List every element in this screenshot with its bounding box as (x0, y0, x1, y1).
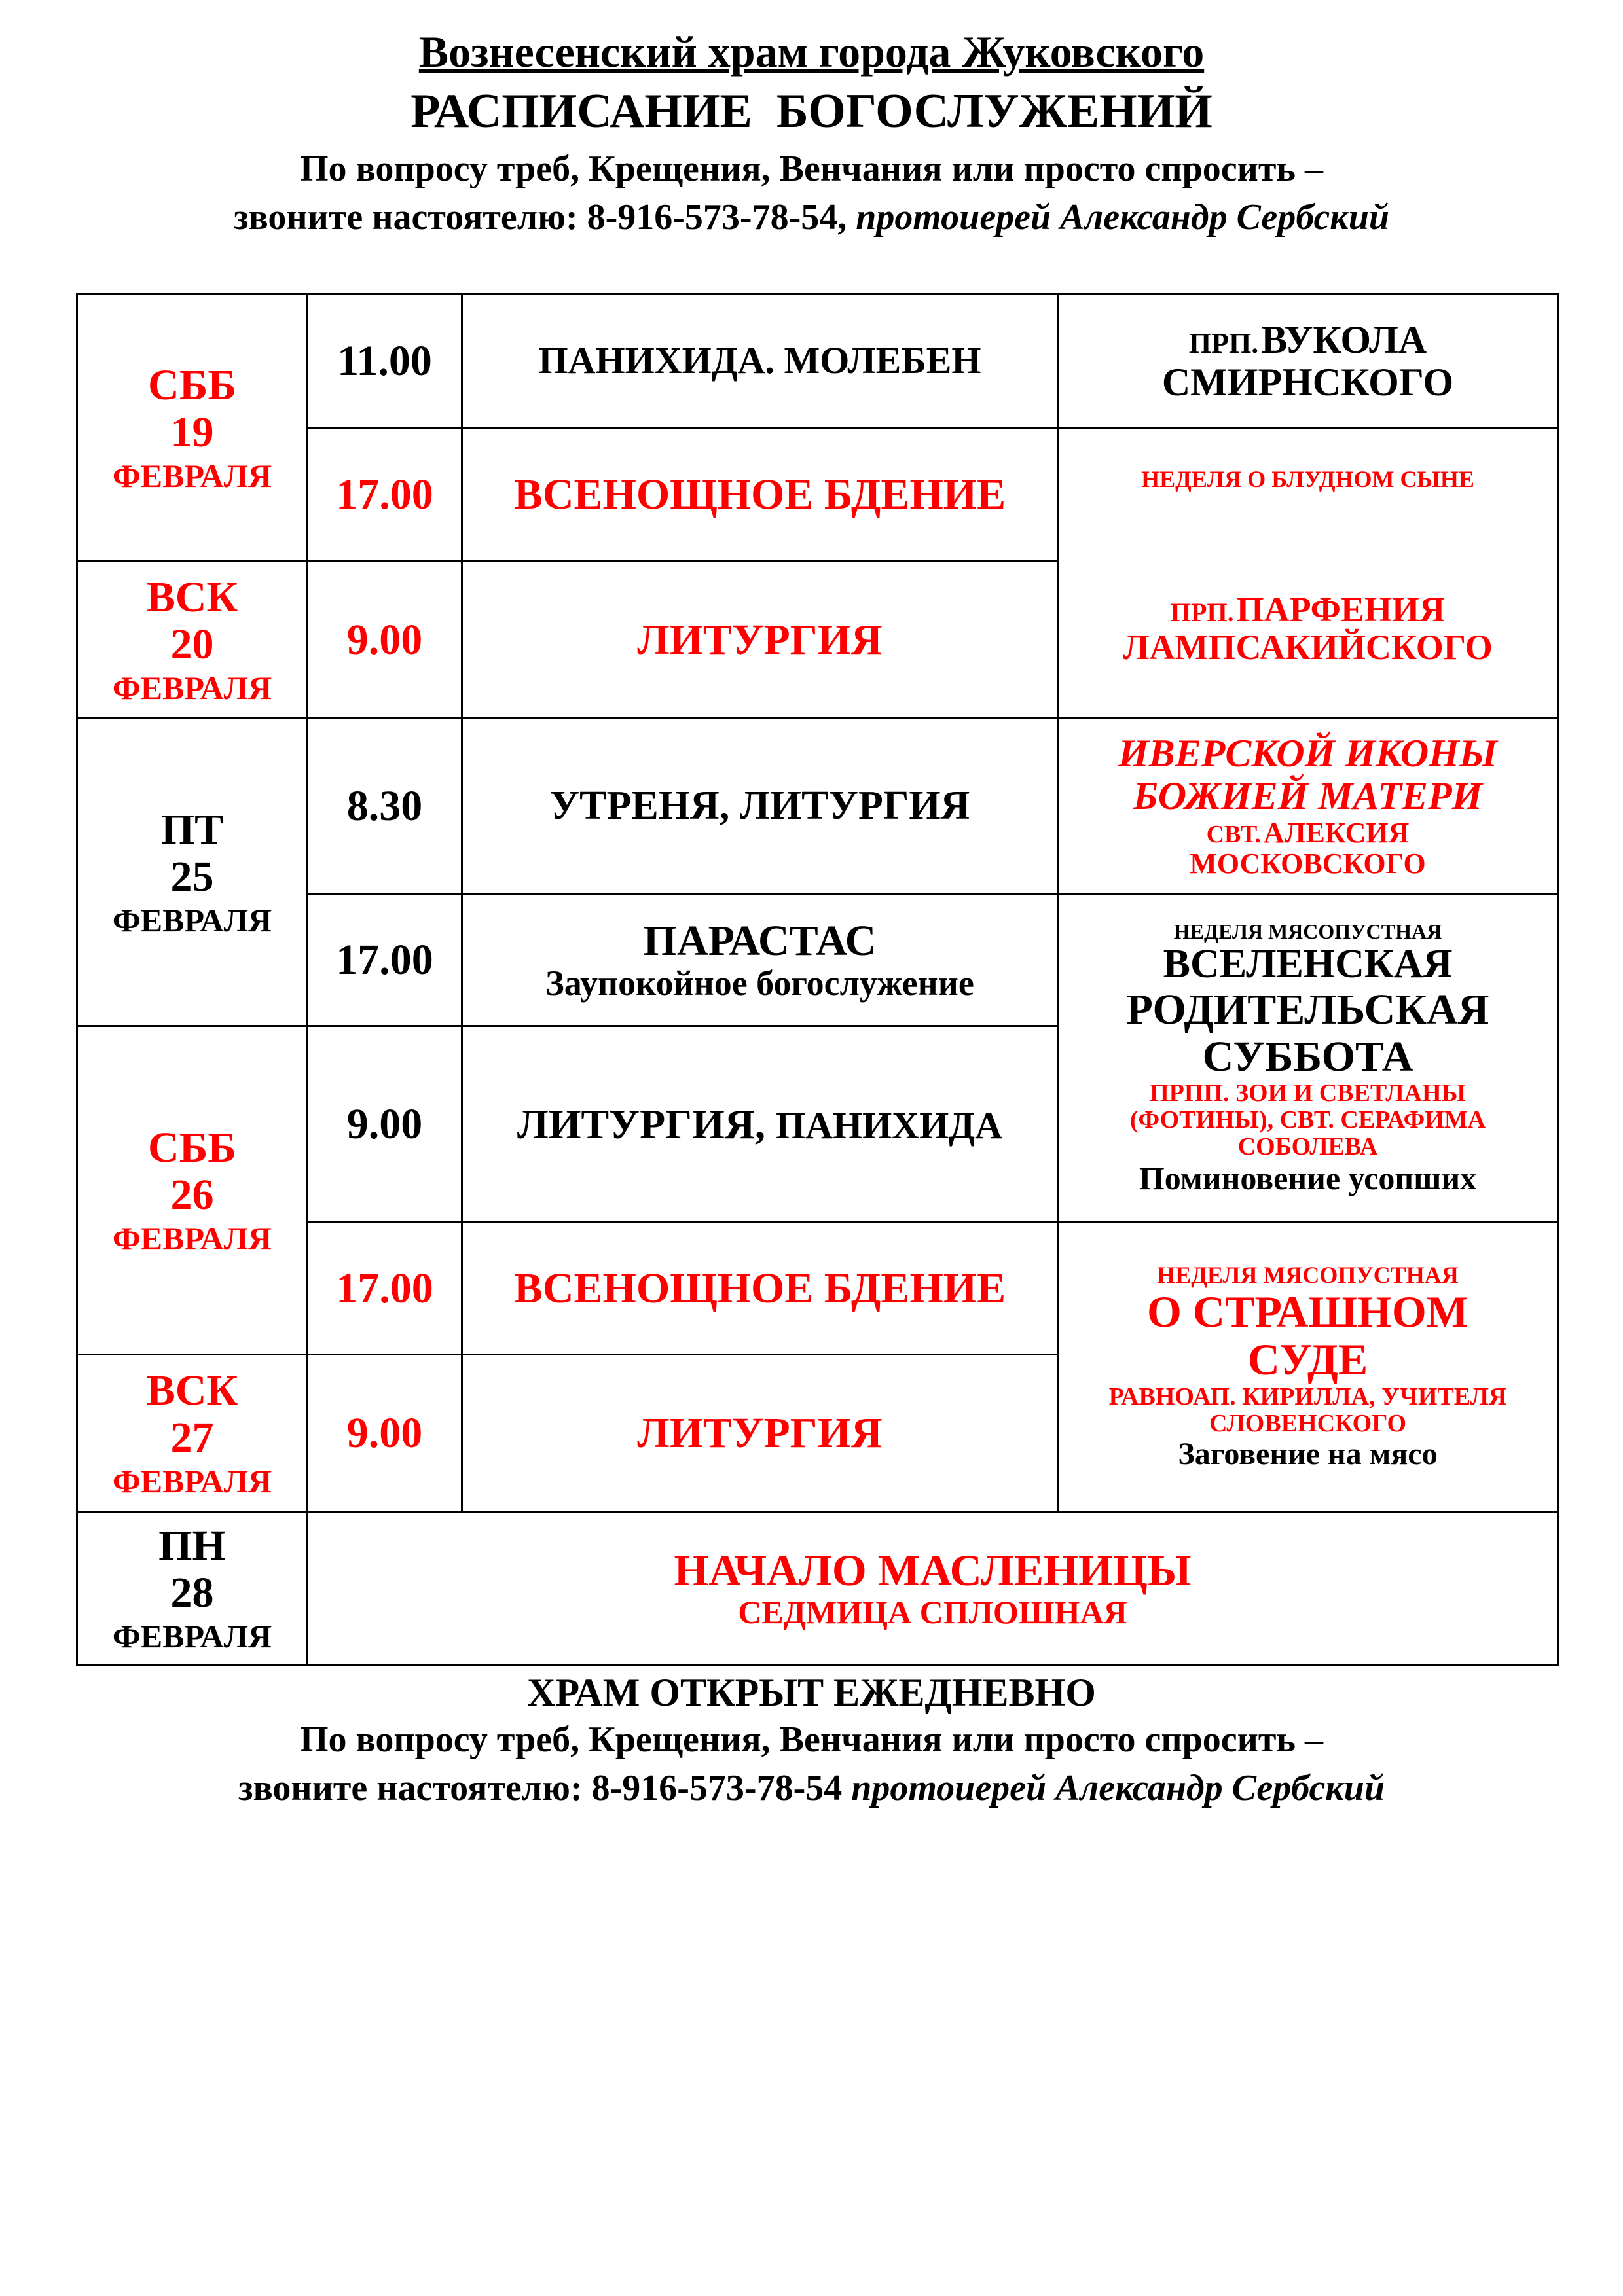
saint-prefix: ПРП. (1170, 597, 1234, 627)
service-name (462, 1026, 1058, 1223)
day-date: 28 (170, 1568, 214, 1617)
day-cell (77, 1355, 308, 1512)
service-time: 9.00 (308, 1355, 462, 1512)
service-part-a: ЛИТУРГИЯ, (517, 1100, 776, 1147)
commemoration: Поминовение усопших (1139, 1160, 1477, 1197)
day-of-week: ПТ (160, 806, 224, 854)
event-cell (308, 1512, 1558, 1665)
church-open-notice: ХРАМ ОТКРЫТ ЕЖЕДНЕВНО (527, 1671, 1096, 1714)
service-name: ЛИТУРГИЯ (462, 562, 1058, 719)
feast-title-3: СУББОТА (1202, 1032, 1413, 1081)
saint-prefix: ПРП. (1188, 327, 1259, 359)
saint-prefix: СВТ. (1206, 820, 1261, 848)
saints-line-2: (ФОТИНЫ), СВТ. СЕРАФИМА (1129, 1106, 1486, 1134)
feast-title-2: РОДИТЕЛЬСКАЯ (1126, 986, 1489, 1034)
contact-line-2 (0, 196, 1623, 238)
saint-name: ПАРФЕНИЯ (1236, 589, 1446, 629)
page-title: РАСПИСАНИЕ БОГОСЛУЖЕНИЙ (410, 84, 1213, 138)
service-time: 9.00 (308, 1026, 462, 1223)
day-month: ФЕВРАЛЯ (112, 1219, 272, 1257)
service-part-b: ПАНИХИДА (775, 1103, 1002, 1147)
day-date: 25 (170, 852, 214, 901)
service-time: 17.00 (308, 1223, 462, 1355)
day-of-week: СББ (148, 1124, 236, 1172)
service-name: ВСЕНОЩНОЕ БДЕНИЕ (462, 1223, 1058, 1355)
day-month: ФЕВРАЛЯ (112, 669, 272, 706)
saint-name: ВУКОЛА (1261, 317, 1427, 361)
service-name: ВСЕНОЩНОЕ БДЕНИЕ (462, 428, 1058, 562)
day-cell (77, 1026, 308, 1355)
week-note: НЕДЕЛЯ МЯСОПУСТНАЯ (1157, 1261, 1459, 1288)
day-of-week: ВСК (146, 1367, 238, 1415)
day-date: 19 (170, 408, 214, 456)
week-note: НЕДЕЛЯ О БЛУДНОМ СЫНЕ (1141, 466, 1474, 492)
service-time: 9.00 (308, 562, 462, 719)
service-name (462, 894, 1058, 1026)
feast-title: ВСЕЛЕНСКАЯ (1163, 942, 1453, 987)
table-row (77, 719, 1558, 894)
day-month: ФЕВРАЛЯ (112, 901, 272, 939)
service-name: ПАНИХИДА. МОЛЕБЕН (462, 295, 1058, 428)
saints-line-2: СЛОВЕНСКОГО (1209, 1410, 1406, 1438)
day-of-week: ВСК (146, 573, 238, 622)
day-cell (77, 719, 308, 1026)
day-month: ФЕВРАЛЯ (112, 457, 272, 494)
day-date: 27 (170, 1413, 214, 1462)
week-note: НЕДЕЛЯ МЯСОПУСТНАЯ (1173, 919, 1442, 943)
day-date: 26 (170, 1170, 214, 1219)
feast-cell (1058, 719, 1558, 894)
feast-cell (1058, 1223, 1558, 1512)
footer-contact-line-1: По вопросу треб, Крещения, Венчания или просто спросить – (299, 1719, 1324, 1760)
saints-line-3: СОБОЛЕВА (1237, 1133, 1378, 1161)
day-cell (77, 1512, 308, 1665)
service-subtitle: Заупокойное богослужение (545, 963, 974, 1003)
day-cell (77, 295, 308, 562)
table-row (77, 295, 1558, 428)
contact-phone: звоните настоятелю: 8-916-573-78-54, (234, 197, 856, 238)
service-name: ЛИТУРГИЯ (462, 1355, 1058, 1512)
church-name: Вознесенский храм города Жуковского (418, 27, 1205, 77)
day-date: 20 (170, 620, 214, 668)
footer-contact-phone: звоните настоятелю: 8-916-573-78-54 (238, 1768, 852, 1808)
saint-name: АЛЕКСИЯ (1263, 816, 1410, 849)
day-of-week: СББ (148, 361, 236, 410)
table-row (77, 1512, 1558, 1665)
service-time: 11.00 (308, 295, 462, 428)
priest-name: протоиерей Александр Сербский (856, 197, 1389, 238)
service-title: ПАРАСТАС (643, 916, 877, 965)
feast-title: О СТРАШНОМ (1147, 1286, 1468, 1336)
service-time: 17.00 (308, 428, 462, 562)
service-name: УТРЕНЯ, ЛИТУРГИЯ (462, 719, 1058, 894)
footer-priest-name: протоиерей Александр Сербский (851, 1768, 1385, 1808)
fast-note: Заговение на мясо (1178, 1437, 1438, 1472)
feast-title-2: СУДЕ (1247, 1334, 1368, 1384)
contact-line-1: По вопросу треб, Крещения, Венчания или просто спросить – (299, 149, 1324, 189)
saints-line-1: ПРПП. ЗОИ И СВЕТЛАНЫ (1150, 1079, 1466, 1107)
saints-line-1: РАВНОАП. КИРИЛЛА, УЧИТЕЛЯ (1108, 1383, 1507, 1411)
day-month: ФЕВРАЛЯ (112, 1462, 272, 1499)
footer-contact-line-2 (0, 1767, 1623, 1809)
saint-name-2: СМИРНСКОГО (1161, 360, 1454, 404)
service-time: 8.30 (308, 719, 462, 894)
event-subtitle: СЕДМИЦА СПЛОШНАЯ (738, 1594, 1127, 1631)
schedule-table (76, 293, 1559, 1666)
feast-cell (1058, 894, 1558, 1223)
day-of-week: ПН (158, 1522, 226, 1570)
service-time: 17.00 (308, 894, 462, 1026)
feast-title: ИВЕРСКОЙ ИКОНЫ (1118, 732, 1497, 776)
saint-name-2: МОСКОВСКОГО (1190, 848, 1426, 880)
day-cell (77, 562, 308, 719)
day-month: ФЕВРАЛЯ (112, 1617, 272, 1655)
saint-cell (1058, 428, 1558, 719)
saint-cell (1058, 295, 1558, 428)
saint-name-2: ЛАМПСАКИЙСКОГО (1123, 628, 1493, 668)
event-title: НАЧАЛО МАСЛЕНИЦЫ (674, 1545, 1192, 1595)
feast-title-2: БОЖИЕЙ МАТЕРИ (1133, 774, 1483, 817)
